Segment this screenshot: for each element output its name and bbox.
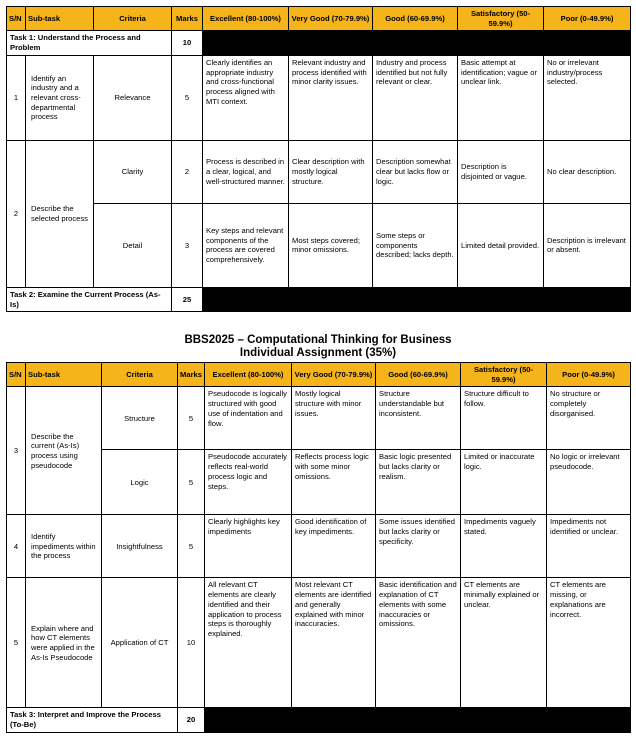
header-marks: Marks — [172, 7, 203, 31]
table-row — [7, 140, 631, 203]
row-marks: 5 — [178, 450, 205, 515]
rubric-table-task2 — [6, 362, 631, 733]
header-row — [7, 7, 631, 31]
row-marks: 5 — [172, 55, 203, 140]
row-criteria: Relevance — [94, 55, 172, 140]
row-excellent: Clearly highlights key impediments — [205, 515, 292, 578]
header-poor: Poor (0-49.9%) — [547, 363, 631, 387]
task1-filler — [203, 31, 631, 55]
row-poor: Description is irrelevant or absent. — [544, 203, 631, 287]
row-very-good: Reflects process logic with some minor omissions. — [292, 450, 376, 515]
table-row — [7, 203, 631, 287]
row-very-good: Good identification of key impediments. — [292, 515, 376, 578]
row-sn: 1 — [7, 55, 26, 140]
task3-marks: 20 — [178, 708, 205, 732]
row-good: Structure understandable but inconsistent. — [376, 387, 461, 450]
table-row — [7, 578, 631, 708]
header-row — [7, 363, 631, 387]
task1-marks: 10 — [172, 31, 203, 55]
row-poor: CT elements are missing, or explanations are incorrect. — [547, 578, 631, 708]
task3-row — [7, 708, 631, 732]
row-satisfactory: CT elements are minimally explained or unclear. — [461, 578, 547, 708]
row-good: Basic identification and explanation of CT elements with some inaccuracies or omissions. — [376, 578, 461, 708]
row-very-good: Clear description with mostly logical structure. — [289, 140, 373, 203]
header-sn: S/N — [7, 363, 26, 387]
row-subtask: Identify impediments within the process — [26, 515, 102, 578]
header-sn: S/N — [7, 7, 26, 31]
task1-label: Task 1: Understand the Process and Problem — [7, 31, 172, 55]
header-subtask: Sub-task — [26, 7, 94, 31]
row-excellent: Pseudocode is logically structured with good use of indentation and flow. — [205, 387, 292, 450]
header-excellent: Excellent (80-100%) — [203, 7, 289, 31]
row-good: Description somewhat clear but lacks flow or logic. — [373, 140, 458, 203]
row-criteria: Logic — [102, 450, 178, 515]
row-criteria: Application of CT — [102, 578, 178, 708]
page-title: BBS2025 – Computational Thinking for Business — [184, 334, 452, 346]
row-satisfactory: Structure difficult to follow. — [461, 387, 547, 450]
row-good: Some steps or components described; lacks depth. — [373, 203, 458, 287]
row-poor: No or irrelevant industry/process selected. — [544, 55, 631, 140]
task2-label: Task 2: Examine the Current Process (As-Is) — [7, 287, 172, 311]
row-marks: 5 — [178, 515, 205, 578]
task2-marks: 25 — [172, 287, 203, 311]
task3-label: Task 3: Interpret and Improve the Process (To-Be) — [7, 708, 178, 732]
header-criteria: Criteria — [102, 363, 178, 387]
row-very-good: Relevant industry and process identified with minor clarity issues. — [289, 55, 373, 140]
header-good: Good (60-69.9%) — [376, 363, 461, 387]
row-poor: No clear description. — [544, 140, 631, 203]
header-good: Good (60-69.9%) — [373, 7, 458, 31]
task1-row — [7, 31, 631, 55]
header-excellent: Excellent (80-100%) — [205, 363, 292, 387]
row-criteria: Clarity — [94, 140, 172, 203]
row-subtask: Explain where and how CT elements were applied in the As-Is Pseudocode — [26, 578, 102, 708]
row-sn: 4 — [7, 515, 26, 578]
row-sn: 3 — [7, 387, 26, 515]
row-marks: 5 — [178, 387, 205, 450]
row-subtask: Identify an industry and a relevant cross-departmental process — [26, 55, 94, 140]
row-poor: No logic or irrelevant pseudocode. — [547, 450, 631, 515]
task2-filler — [203, 287, 631, 311]
task3-filler — [205, 708, 631, 732]
row-very-good: Most relevant CT elements are identified and generally explained with minor inaccuracies. — [292, 578, 376, 708]
header-very-good: Very Good (70-79.9%) — [289, 7, 373, 31]
row-excellent: All relevant CT elements are clearly identified and their application to process steps is thoroughly explained. — [205, 578, 292, 708]
row-very-good: Mostly logical structure with minor issues. — [292, 387, 376, 450]
row-sn: 2 — [7, 140, 26, 287]
row-sn: 5 — [7, 578, 26, 708]
row-satisfactory: Impediments vaguely stated. — [461, 515, 547, 578]
header-marks: Marks — [178, 363, 205, 387]
row-criteria: Structure — [102, 387, 178, 450]
row-good: Some issues identified but lacks clarity or specificity. — [376, 515, 461, 578]
table-row — [7, 515, 631, 578]
row-poor: Impediments not identified or unclear. — [547, 515, 631, 578]
row-subtask: Describe the selected process — [26, 140, 94, 287]
row-subtask: Describe the current (As-Is) process using pseudocode — [26, 387, 102, 515]
header-satisfactory: Satisfactory (50-59.9%) — [461, 363, 547, 387]
row-satisfactory: Description is disjointed or vague. — [458, 140, 544, 203]
row-satisfactory: Limited detail provided. — [458, 203, 544, 287]
header-very-good: Very Good (70-79.9%) — [292, 363, 376, 387]
row-excellent: Key steps and relevant components of the process are covered comprehensively. — [203, 203, 289, 287]
header-subtask: Sub-task — [26, 363, 102, 387]
table-row — [7, 55, 631, 140]
row-criteria: Insightfulness — [102, 515, 178, 578]
table-row — [7, 387, 631, 450]
page-subtitle: Individual Assignment (35%) — [239, 347, 397, 359]
row-excellent: Pseudocode accurately reflects real-world process logic and steps. — [205, 450, 292, 515]
row-satisfactory: Limited or inaccurate logic. — [461, 450, 547, 515]
row-satisfactory: Basic attempt at identification; vague or unclear link. — [458, 55, 544, 140]
row-excellent: Process is described in a clear, logical, and well-structured manner. — [203, 140, 289, 203]
row-good: Industry and process identified but not fully relevant or clear. — [373, 55, 458, 140]
row-poor: No structure or completely disorganised. — [547, 387, 631, 450]
rubric-table-task1 — [6, 6, 631, 312]
row-marks: 10 — [178, 578, 205, 708]
row-very-good: Most steps covered; minor omissions. — [289, 203, 373, 287]
row-excellent: Clearly identifies an appropriate industry and cross-functional process aligned with MTI context. — [203, 55, 289, 140]
row-marks: 2 — [172, 140, 203, 203]
header-poor: Poor (0-49.9%) — [544, 7, 631, 31]
row-marks: 3 — [172, 203, 203, 287]
header-satisfactory: Satisfactory (50-59.9%) — [458, 7, 544, 31]
row-good: Basic logic presented but lacks clarity or realism. — [376, 450, 461, 515]
row-criteria: Detail — [94, 203, 172, 287]
task2-row — [7, 287, 631, 311]
header-criteria: Criteria — [94, 7, 172, 31]
